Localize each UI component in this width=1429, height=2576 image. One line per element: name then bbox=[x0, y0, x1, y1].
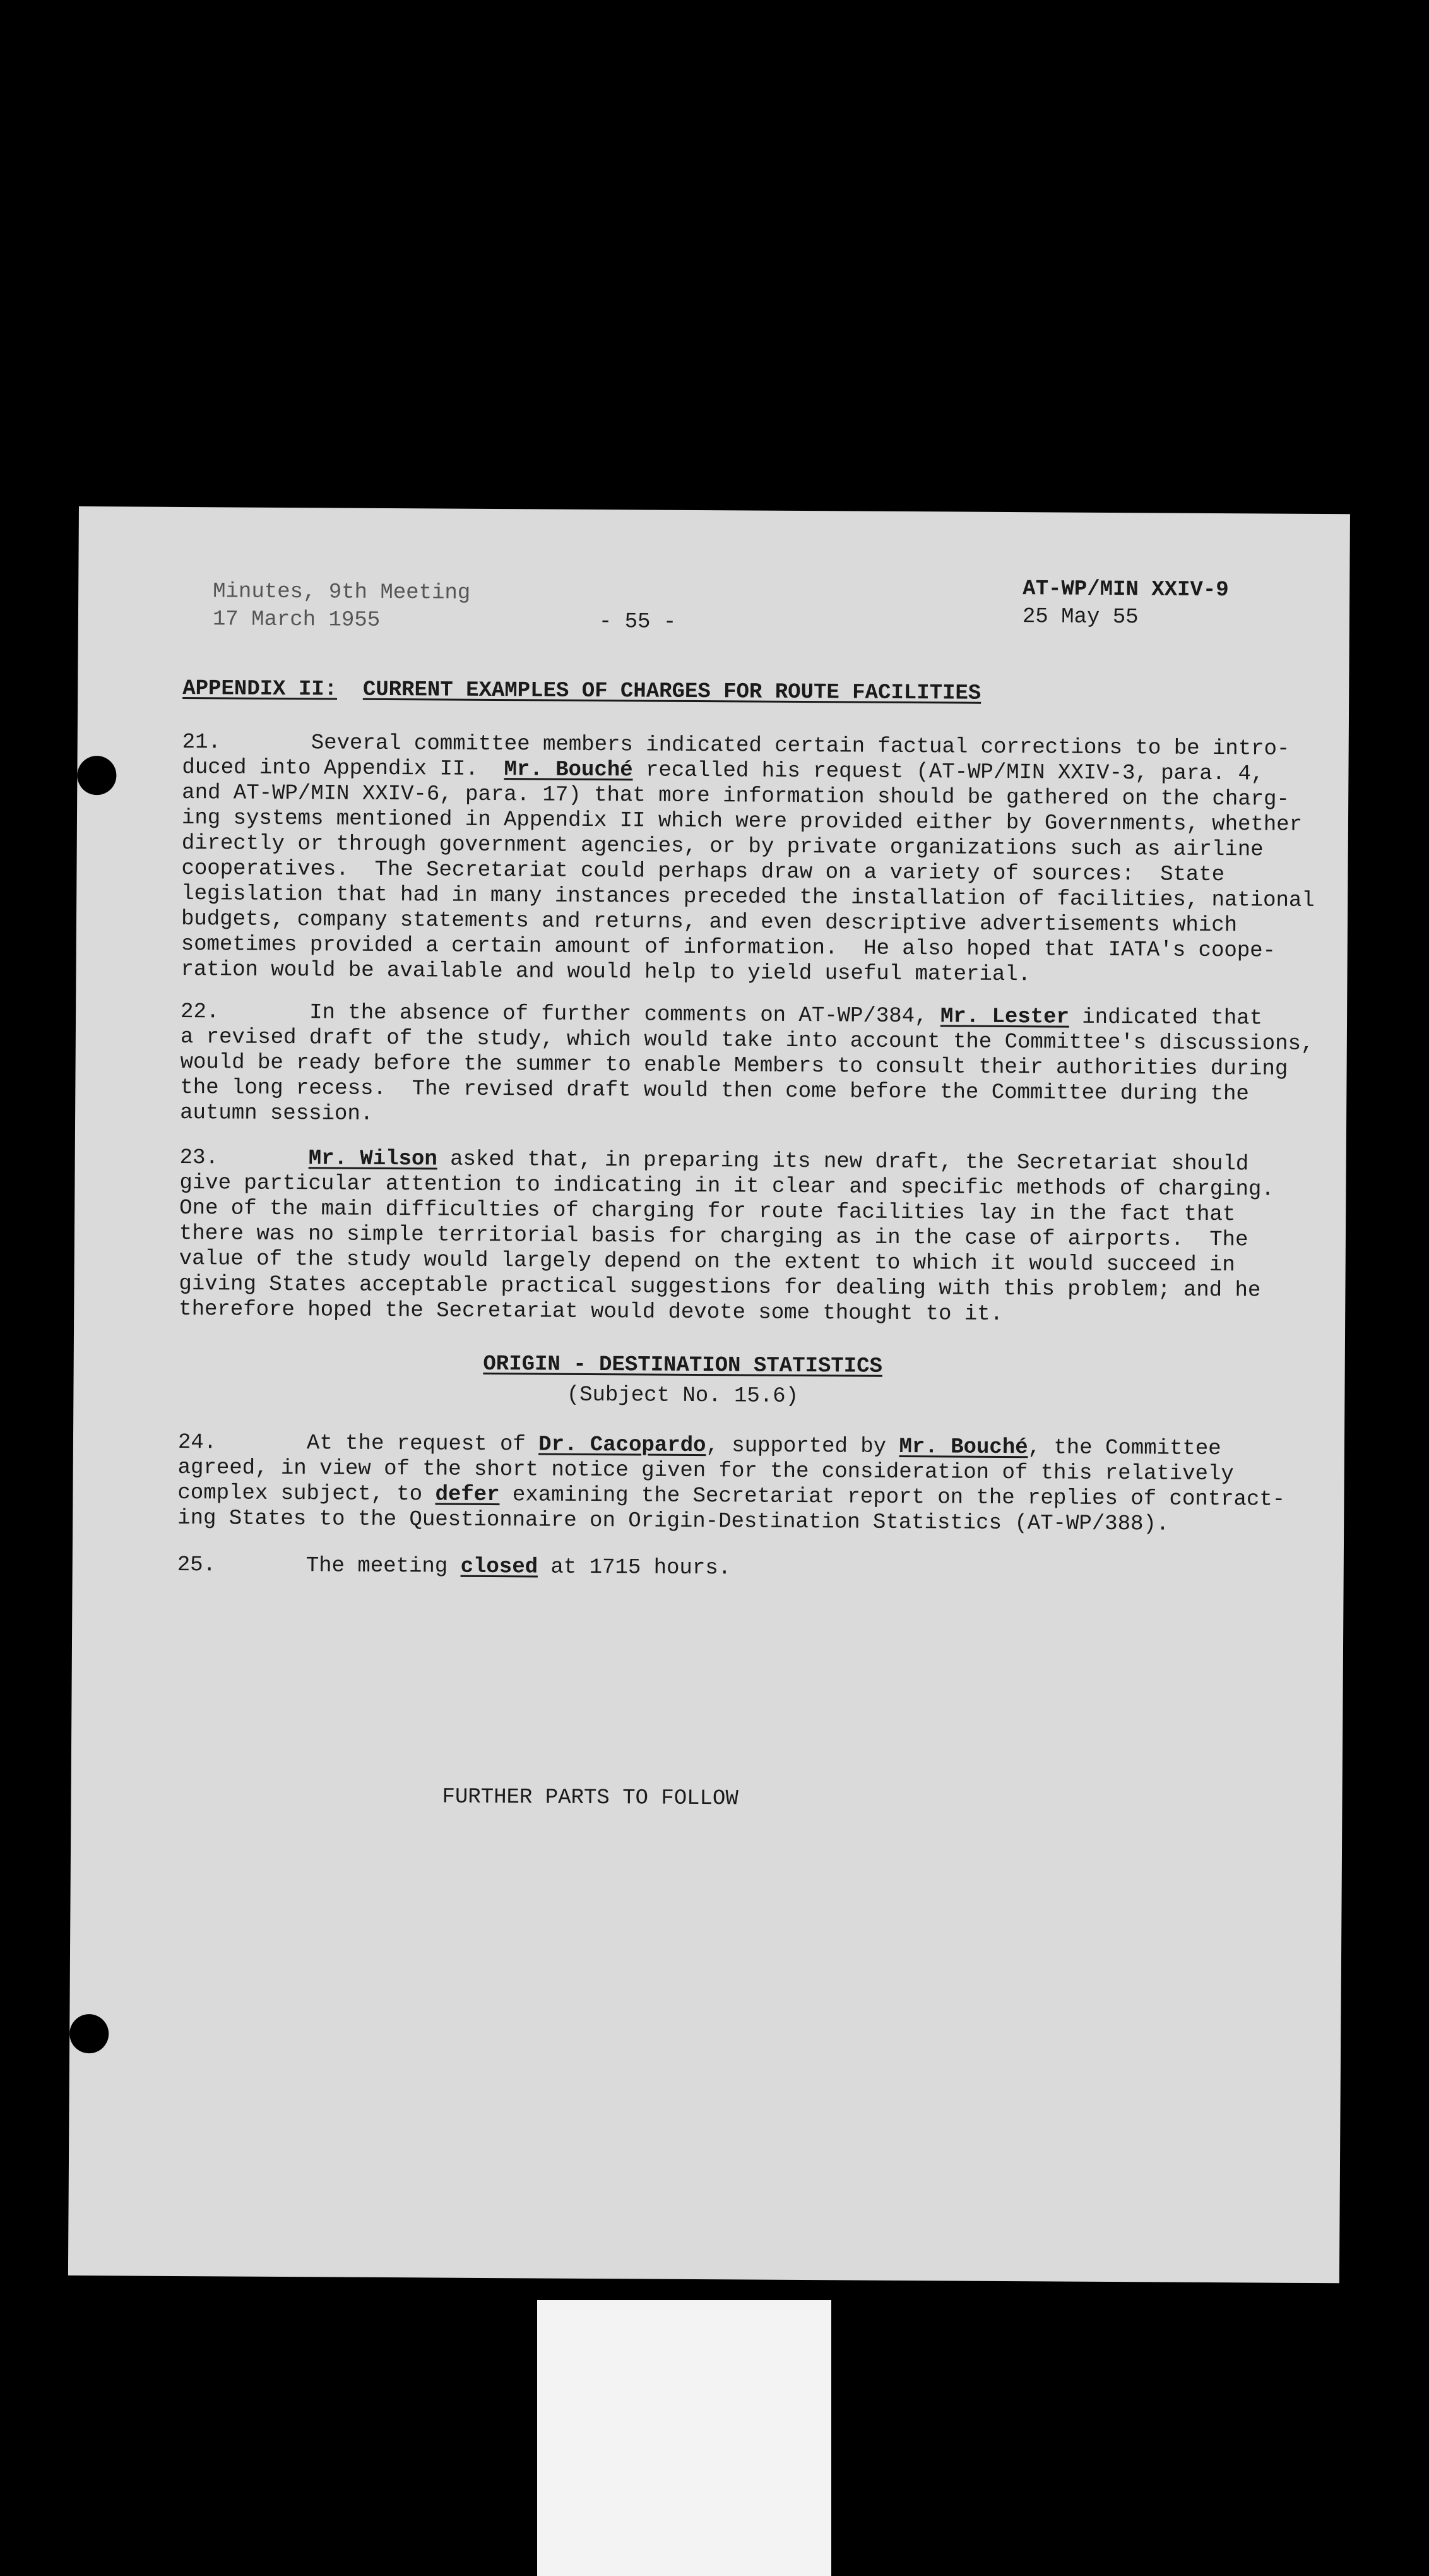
further-parts-note: FURTHER PARTS TO FOLLOW bbox=[442, 1785, 738, 1811]
meeting-date: 17 March 1955 bbox=[212, 607, 381, 633]
text-segment: there was no simple territorial basis for charging as in the case of airports. The bbox=[179, 1221, 1248, 1253]
underlined-text: defer bbox=[435, 1482, 500, 1508]
paragraph-24 bbox=[177, 1430, 1286, 1538]
text-segment: budgets, company statements and returns, and even descriptive advertisements which bbox=[181, 907, 1238, 938]
text-segment: recalled his request (AT-WP/MIN XXIV-3, para. 4, bbox=[632, 758, 1264, 787]
underlined-text: Mr. Bouché bbox=[504, 758, 633, 783]
text-segment: , the Committee bbox=[1028, 1436, 1221, 1462]
text-segment: sometimes provided a certain amount of information. He also hoped that IATA's coope- bbox=[181, 933, 1276, 963]
paragraph-22 bbox=[180, 999, 1314, 1133]
text-segment: 23. bbox=[179, 1145, 309, 1171]
text-segment: would be ready before the summer to enable Members to consult their authorities during bbox=[180, 1050, 1288, 1082]
text-segment: 21. Several committee members indicated certain factual corrections to be intro- bbox=[182, 730, 1290, 761]
text-segment: agreed, in view of the short notice given for the consideration of this relatively bbox=[177, 1455, 1234, 1487]
paragraph-21 bbox=[181, 730, 1315, 989]
text-segment: ing States to the Questionnaire on Origin-Destination Statistics (AT-WP/388). bbox=[177, 1506, 1170, 1537]
text-segment: examining the Secretariat report on the replies of contract- bbox=[499, 1483, 1286, 1512]
underlined-text: Mr. Wilson bbox=[308, 1147, 437, 1172]
text-segment: 24. At the request of bbox=[177, 1430, 539, 1457]
header-left bbox=[213, 578, 471, 635]
underlined-text: Mr. Bouché bbox=[899, 1434, 1028, 1460]
appendix-heading bbox=[182, 676, 981, 707]
text-segment: complex subject, to bbox=[177, 1481, 436, 1507]
underlined-text: Dr. Cacopardo bbox=[538, 1433, 706, 1458]
text-segment: ration would be available and would help to yield useful material. bbox=[181, 958, 1031, 987]
text-segment: , supported by bbox=[706, 1434, 899, 1459]
underlined-text: closed bbox=[460, 1554, 538, 1580]
text-segment: duced into Appendix II. bbox=[182, 756, 504, 782]
document-reference: AT-WP/MIN XXIV-9 bbox=[1023, 577, 1229, 603]
text-segment: give particular attention to indicating in it clear and specific methods of charging. bbox=[179, 1171, 1274, 1202]
text-segment: directly or through government agencies, or by private organizations such as airline bbox=[181, 832, 1264, 862]
text-segment: a revised draft of the study, which would take into account the Committee's discussions, bbox=[180, 1025, 1314, 1056]
section-heading bbox=[73, 1349, 1292, 1412]
text-segment: and AT-WP/MIN XXIV-6, para. 17) that more information should be gathered on the charg- bbox=[182, 781, 1290, 812]
appendix-title: CURRENT EXAMPLES OF CHARGES FOR ROUTE FACILITIES bbox=[362, 677, 981, 706]
punch-hole bbox=[69, 2014, 109, 2053]
blank-card bbox=[537, 2300, 831, 2576]
text-segment: therefore hoped the Secretariat would devote some thought to it. bbox=[179, 1297, 1004, 1327]
document-page bbox=[68, 506, 1350, 2283]
text-segment: One of the main difficulties of charging for route facilities lay in the fact that bbox=[179, 1196, 1236, 1227]
text-segment: cooperatives. The Secretariat could perhaps draw on a variety of sources: State bbox=[181, 857, 1225, 888]
section-title: ORIGIN - DESTINATION STATISTICS bbox=[483, 1352, 883, 1379]
header-right bbox=[1023, 575, 1229, 632]
underlined-text: Mr. Lester bbox=[940, 1005, 1070, 1030]
text-segment: indicated that bbox=[1069, 1005, 1263, 1031]
section-title-wrap bbox=[74, 1349, 1292, 1382]
text-segment: giving States acceptable practical suggestions for dealing with this problem; and he bbox=[179, 1272, 1261, 1303]
paragraph-25 bbox=[177, 1553, 732, 1581]
text-segment: at 1715 hours. bbox=[537, 1555, 732, 1581]
punch-hole bbox=[77, 756, 116, 795]
text-line bbox=[177, 1553, 732, 1581]
paragraph-23 bbox=[179, 1145, 1274, 1329]
page-number: - 55 - bbox=[598, 610, 677, 635]
text-segment: ing systems mentioned in Appendix II which were provided either by Governments, whether bbox=[181, 806, 1303, 837]
text-segment: 22. In the absence of further comments on AT-WP/384, bbox=[180, 999, 941, 1029]
text-segment: autumn session. bbox=[180, 1100, 374, 1126]
meeting-title: Minutes, 9th Meeting bbox=[213, 580, 471, 605]
appendix-label: APPENDIX II: bbox=[182, 677, 338, 702]
document-date: 25 May 55 bbox=[1022, 605, 1139, 630]
text-segment: the long recess. The revised draft would then come before the Committee during the bbox=[180, 1075, 1249, 1107]
text-segment: asked that, in preparing its new draft, the Secretariat should bbox=[437, 1147, 1249, 1177]
text-segment: 25. The meeting bbox=[177, 1553, 461, 1579]
text-segment: value of the study would largely depend on the extent to which it would succeed in bbox=[179, 1246, 1235, 1278]
text-segment: legislation that had in many instances preceded the installation of facilities, national bbox=[181, 882, 1315, 913]
section-subtitle: (Subject No. 15.6) bbox=[566, 1383, 799, 1409]
